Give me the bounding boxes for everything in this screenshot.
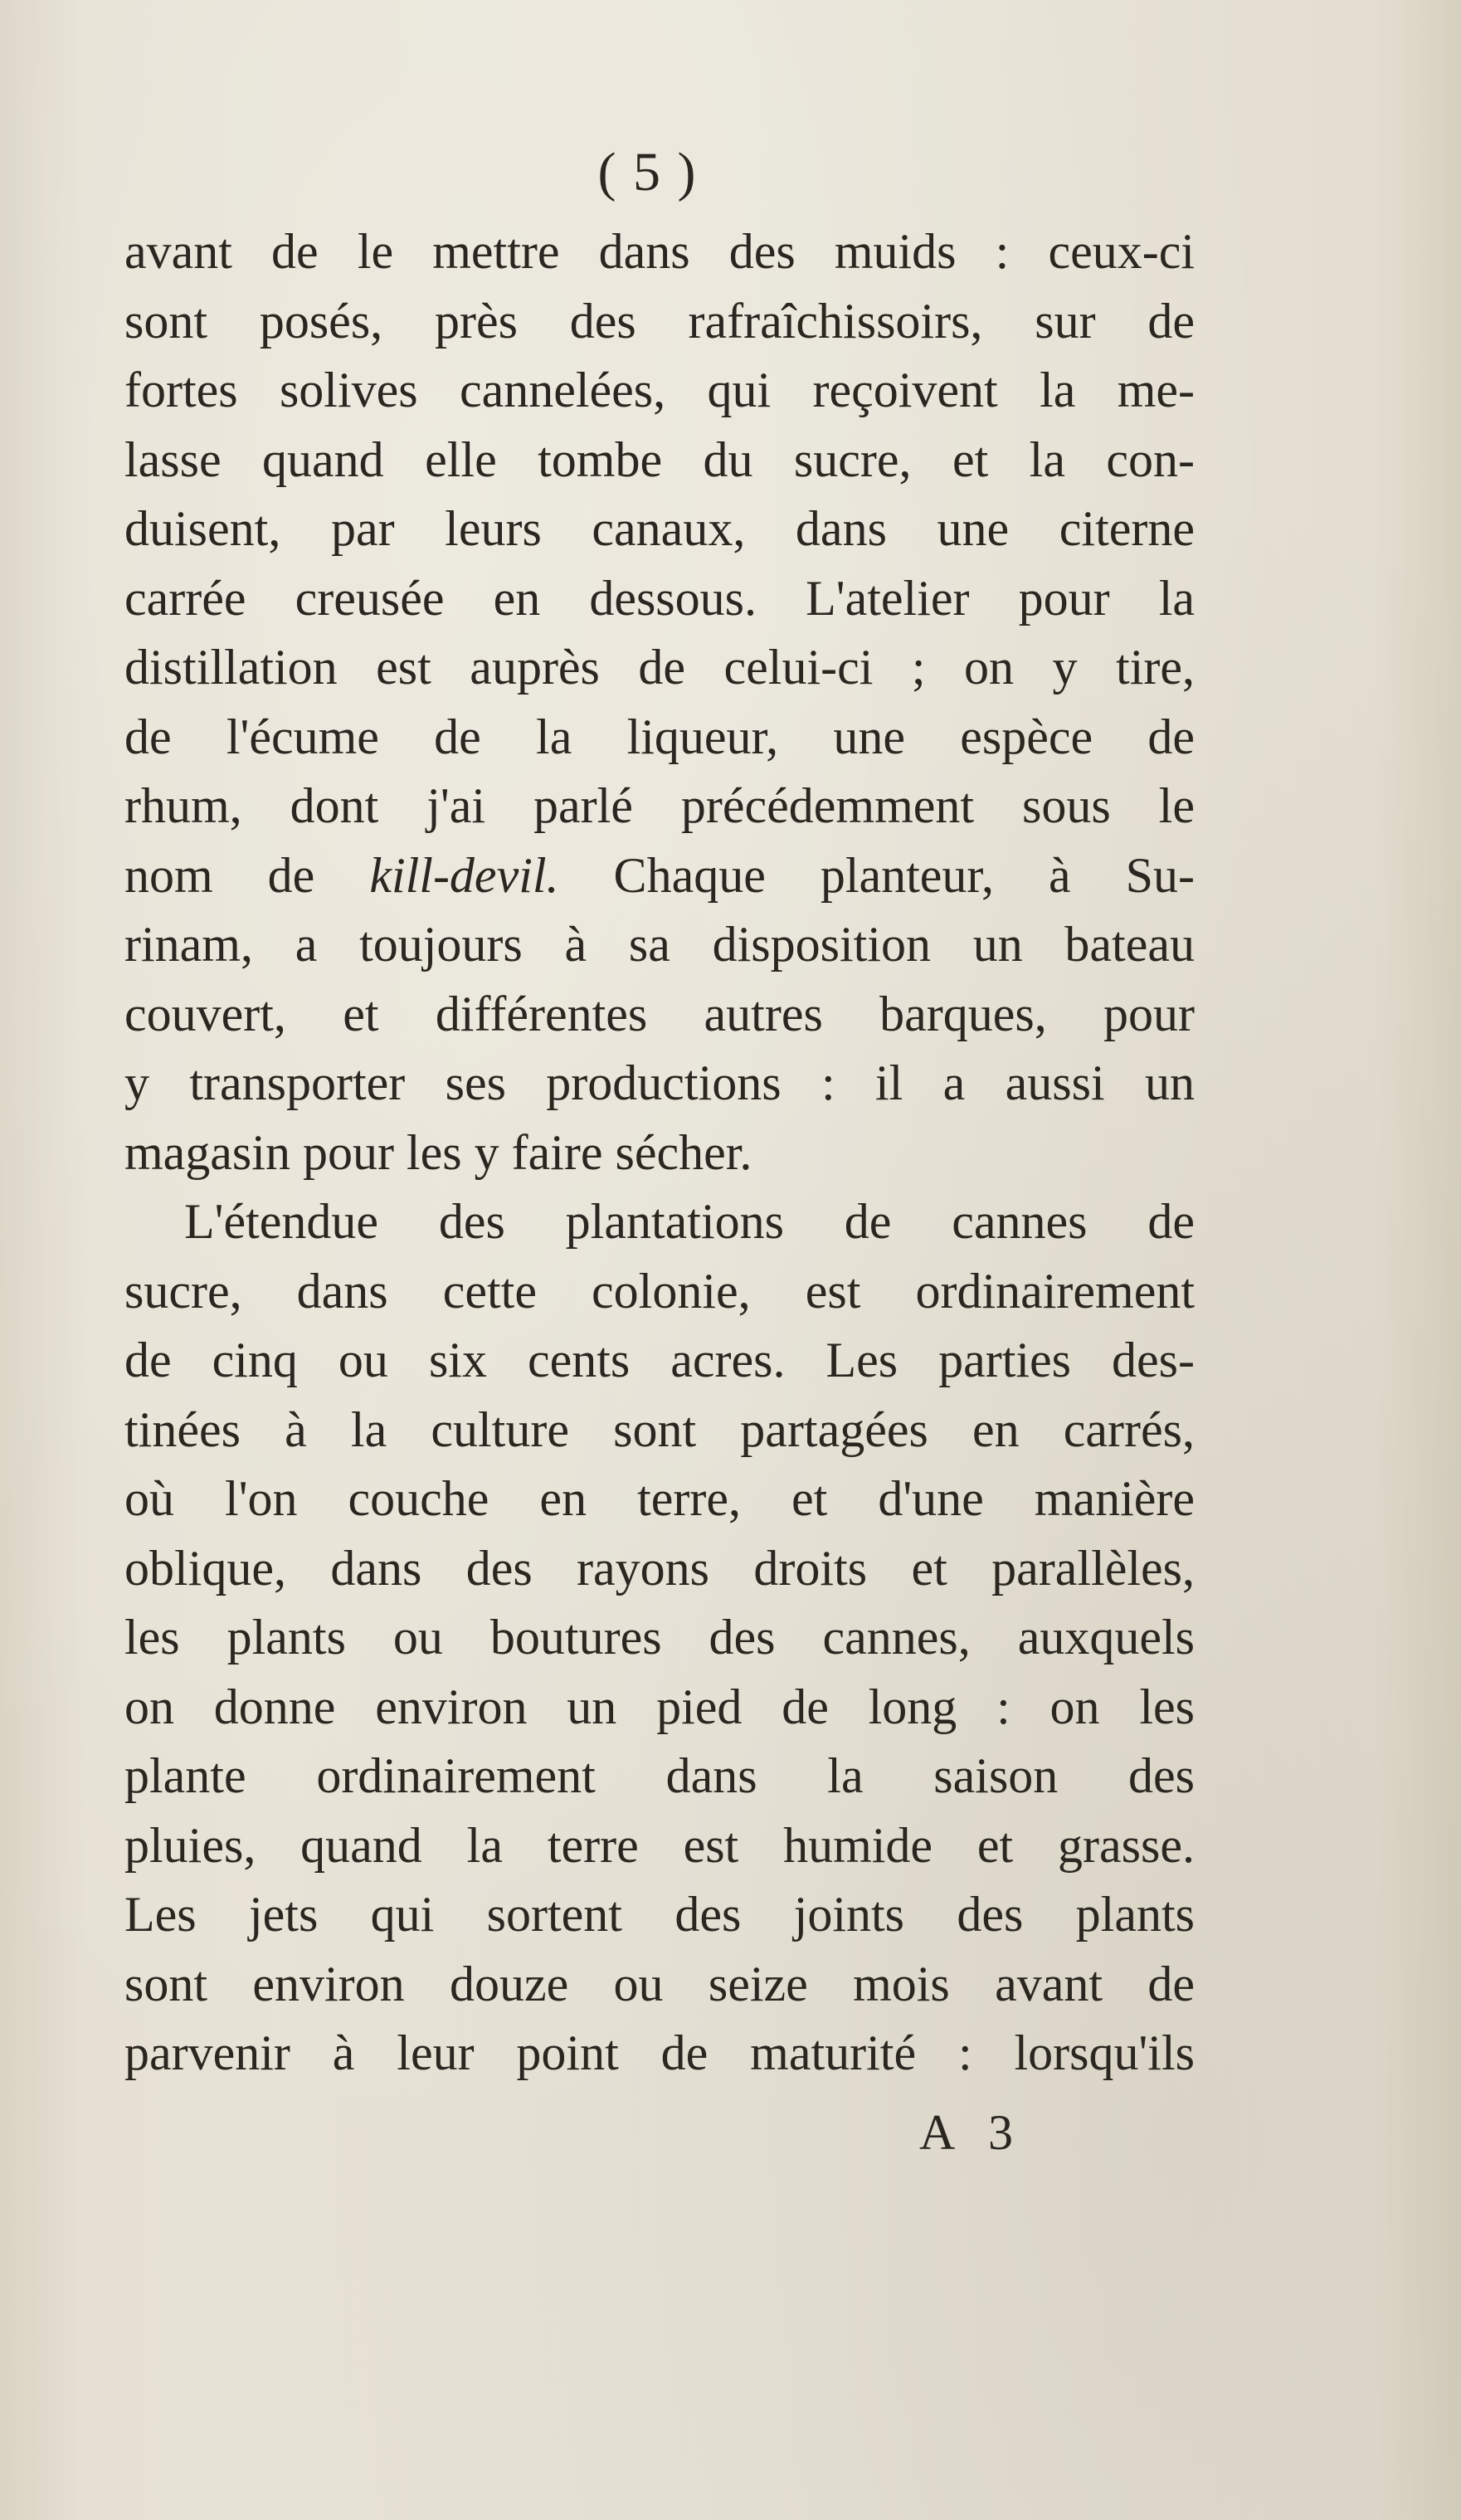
text-line: couvert, et différentes autres barques, pour xyxy=(124,986,1195,1041)
signature-mark: A 3 xyxy=(919,2105,1025,2160)
text-line: tinées à la culture sont partagées en carrés, xyxy=(124,1401,1195,1457)
italic-term: kill-devil. xyxy=(369,847,559,903)
paragraph-start-line: L'étendue des plantations de cannes de xyxy=(184,1194,1195,1249)
text-line: sucre, dans cette colonie, est ordinairement xyxy=(124,1263,1195,1318)
text-line: de l'écume de la liqueur, une espèce de xyxy=(124,709,1195,764)
text-line: Les jets qui sortent des joints des plants xyxy=(124,1887,1195,1942)
text-line: sont posés, près des rafraîchissoirs, sur de xyxy=(124,293,1195,349)
text-line: y transporter ses productions : il a aussi un xyxy=(124,1055,1195,1110)
text-line: sont environ douze ou seize mois avant de xyxy=(124,1956,1195,2011)
paragraph-end-line: magasin pour les y faire sécher. xyxy=(124,1124,752,1180)
text-line: carrée creusée en dessous. L'atelier pour la xyxy=(124,570,1195,626)
text-line: rhum, dont j'ai parlé précédemment sous le xyxy=(124,778,1195,833)
text-segment: nom de xyxy=(124,847,370,903)
text-line: où l'on couche en terre, et d'une manière xyxy=(124,1471,1195,1526)
text-line: avant de le mettre dans des muids : ceux-ci xyxy=(124,224,1195,279)
text-segment: Chaque planteur, à Su- xyxy=(558,847,1195,903)
text-line: lasse quand elle tombe du sucre, et la con- xyxy=(124,431,1195,487)
text-line: plante ordinairement dans la saison des xyxy=(124,1748,1195,1803)
text-line: parvenir à leur point de maturité : lorsqu'ils xyxy=(124,2025,1195,2080)
text-line-with-italic xyxy=(124,841,1195,911)
text-line: distillation est auprès de celui-ci ; on y tire, xyxy=(124,640,1195,695)
text-line: les plants ou boutures des cannes, auxquels xyxy=(124,1610,1195,1665)
text-line: duisent, par leurs canaux, dans une citerne xyxy=(124,501,1195,556)
page-number: ( 5 ) xyxy=(597,142,698,202)
text-line: de cinq ou six cents acres. Les parties des- xyxy=(124,1333,1195,1387)
text-line: pluies, quand la terre est humide et grasse. xyxy=(124,1817,1195,1873)
body-text xyxy=(124,217,1195,2089)
text-line: on donne environ un pied de long : on les xyxy=(124,1679,1195,1734)
text-line: rinam, a toujours à sa disposition un bateau xyxy=(124,917,1195,972)
text-line: fortes solives cannelées, qui reçoivent la me- xyxy=(124,363,1195,417)
text-line: oblique, dans des rayons droits et parallèles, xyxy=(124,1540,1195,1596)
